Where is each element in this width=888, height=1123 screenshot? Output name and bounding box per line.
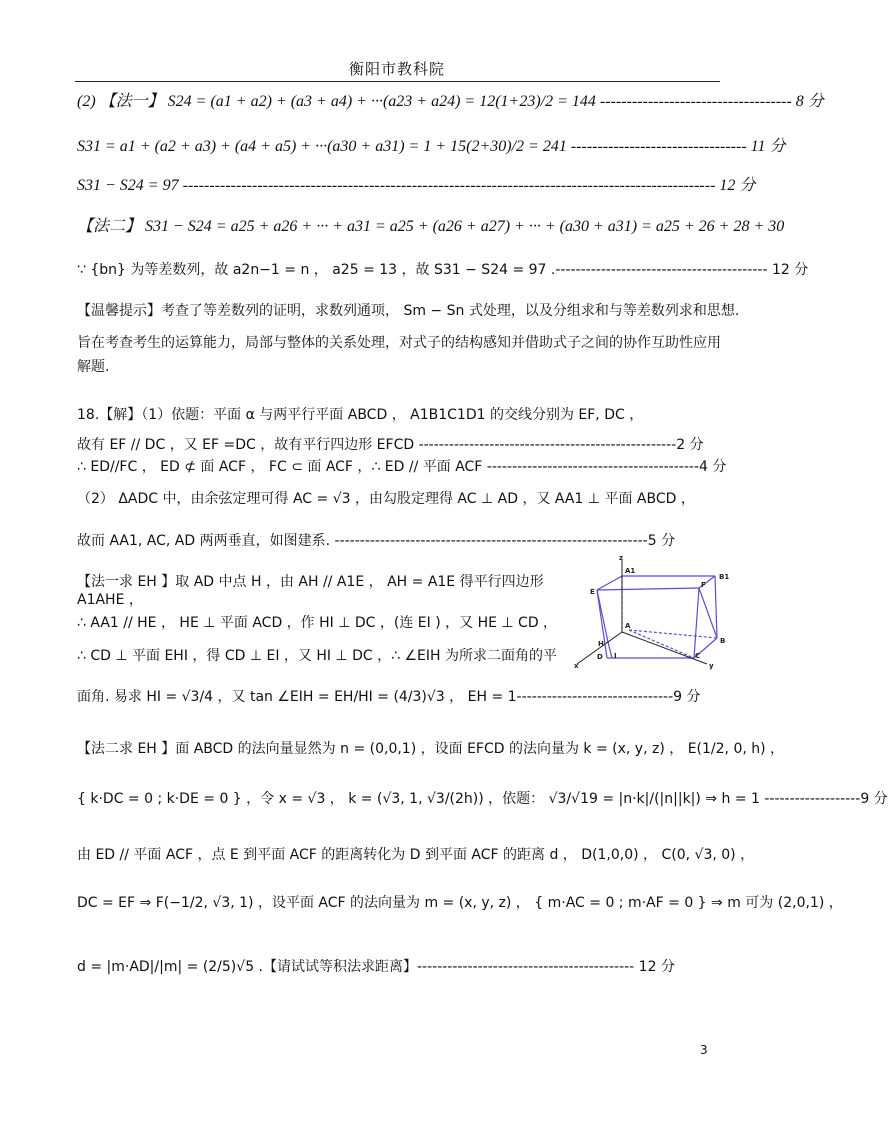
q18-line-1: 18.【解】（1）依题：平面 α 与两平行平面 ABCD ， A1B1C1D1 的交线分别为 EF, DC ， (77, 407, 644, 423)
tip-3: 解题. (77, 359, 110, 375)
method2-line-1: 【法二求 EH 】面 ABCD 的法向量显然为 n = (0,0,1) ，设面 EFCD 的法向量为 k = (x, y, z) ， E(1/2, 0, h) ， (77, 741, 785, 757)
axis-x-label: x (574, 662, 579, 670)
line-s31: S31 = a1 + (a2 + a3) + (a4 + a5) + ···(a30 + a31) = 1 + 15(2+30)/2 = 241 --------------------------------- 11 分 (77, 138, 786, 155)
q18-line-3: ∴ ED//FC ， ED ⊄ 面 ACF ， FC ⊂ 面 ACF ，∴ ED // 平面 ACF ------------------------------------------4 分 (77, 459, 727, 475)
page-header: 衡阳市教科院 (348, 60, 445, 78)
header-rule (75, 81, 720, 82)
q18-line-4: （2） ΔADC 中，由余弦定理可得 AC = √3 ，由勾股定理得 AC ⊥ AD ，又 AA1 ⊥ 平面 ABCD ， (77, 491, 695, 507)
axis-y-label: y (709, 662, 714, 670)
tip-2: 旨在考查考生的运算能力，局部与整体的关系处理，对式子的结构感知并借助式子之间的协作互助性应用 (77, 335, 721, 351)
line-s31-s24: S31 − S24 = 97 ---------------------------------------------------------------------------------------------------- 12 分 (77, 177, 756, 194)
page-number: 3 (700, 1043, 708, 1057)
method2-line-4: DC = EF ⇒ F(−1/2, √3, 1) ，设平面 ACF 的法向量为 m = (x, y, z) ， { m·AC = 0 ; m·AF = 0 } ⇒ m 可为 (2,0,1) ， (77, 895, 843, 911)
method1-line-2: ∴ AA1 // HE ， HE ⊥ 平面 ACD ，作 HI ⊥ DC ，(连 EI ) ，又 HE ⊥ CD ， (77, 615, 558, 631)
line-2-method1: (2) 【法一】 S24 = (a1 + a2) + (a3 + a4) + ···(a23 + a24) = 12(1+23)/2 = 144 ------------------------------------ 8 分 (77, 93, 824, 110)
line-method2: 【法二】 S31 − S24 = a25 + a26 + ··· + a31 = a25 + (a26 + a27) + ··· + (a30 + a31) = a25 + 26 + 28 + 30 (77, 218, 785, 235)
label-e: E (590, 588, 595, 596)
line-bn: ∵ {bn} 为等差数列，故 a2n−1 = n ， a25 = 13 ，故 S31 − S24 = 97 .------------------------------------------ 12 分 (77, 262, 809, 278)
method2-line-5: d = |m·AD|/|m| = (2/5)√5 .【请试试等积法求距离】------------------------------------------- 12 分 (77, 959, 675, 975)
label-h: H (598, 640, 604, 648)
label-d: D (597, 653, 603, 661)
q18-line-2: 故有 EF // DC ，又 EF =DC ，故有平行四边形 EFCD ---------------------------------------------------2 分 (77, 437, 704, 453)
method1-line-4: 面角. 易求 HI = √3/4 ，又 tan ∠EIH = EH/HI = (4/3)√3 ， EH = 1-------------------------------9 分 (77, 689, 701, 705)
label-f: F (701, 581, 706, 589)
label-i: I (614, 652, 617, 660)
tip-1: 【温馨提示】考查了等差数列的证明，求数列通项， Sm − Sn 式处理，以及分组求和与等差数列求和思想. (77, 303, 740, 319)
geometry-figure (567, 554, 739, 672)
label-b: B (720, 637, 726, 645)
axis-z-label: z (619, 554, 624, 562)
label-b1: B1 (719, 573, 730, 581)
label-a1: A1 (625, 567, 636, 575)
label-c: C (695, 652, 701, 660)
method2-line-3: 由 ED // 平面 ACF ，点 E 到平面 ACF 的距离转化为 D 到平面 ACF 的距离 d ， D(1,0,0) ， C(0, √3, 0) ， (77, 847, 755, 863)
label-a: A (625, 622, 631, 630)
method1-line-1: 【法一求 EH 】取 AD 中点 H ，由 AH // A1E ， AH = A1E 得平行四边形 A1AHE ， (77, 574, 544, 608)
method1-line-3: ∴ CD ⊥ 平面 EHI ，得 CD ⊥ EI ，又 HI ⊥ DC ，∴ ∠EIH 为所求二面角的平 (77, 648, 558, 664)
q18-line-5: 故而 AA1, AC, AD 两两垂直，如图建系. --------------------------------------------------------------5 分 (77, 533, 676, 549)
method2-line-2: { k·DC = 0 ; k·DE = 0 } ，令 x = √3 ， k = (√3, 1, √3/(2h)) ，依题： √3/√19 = |n·k|/(|n||k|) ⇒ h = 1 -------------------9 分 (77, 791, 888, 807)
